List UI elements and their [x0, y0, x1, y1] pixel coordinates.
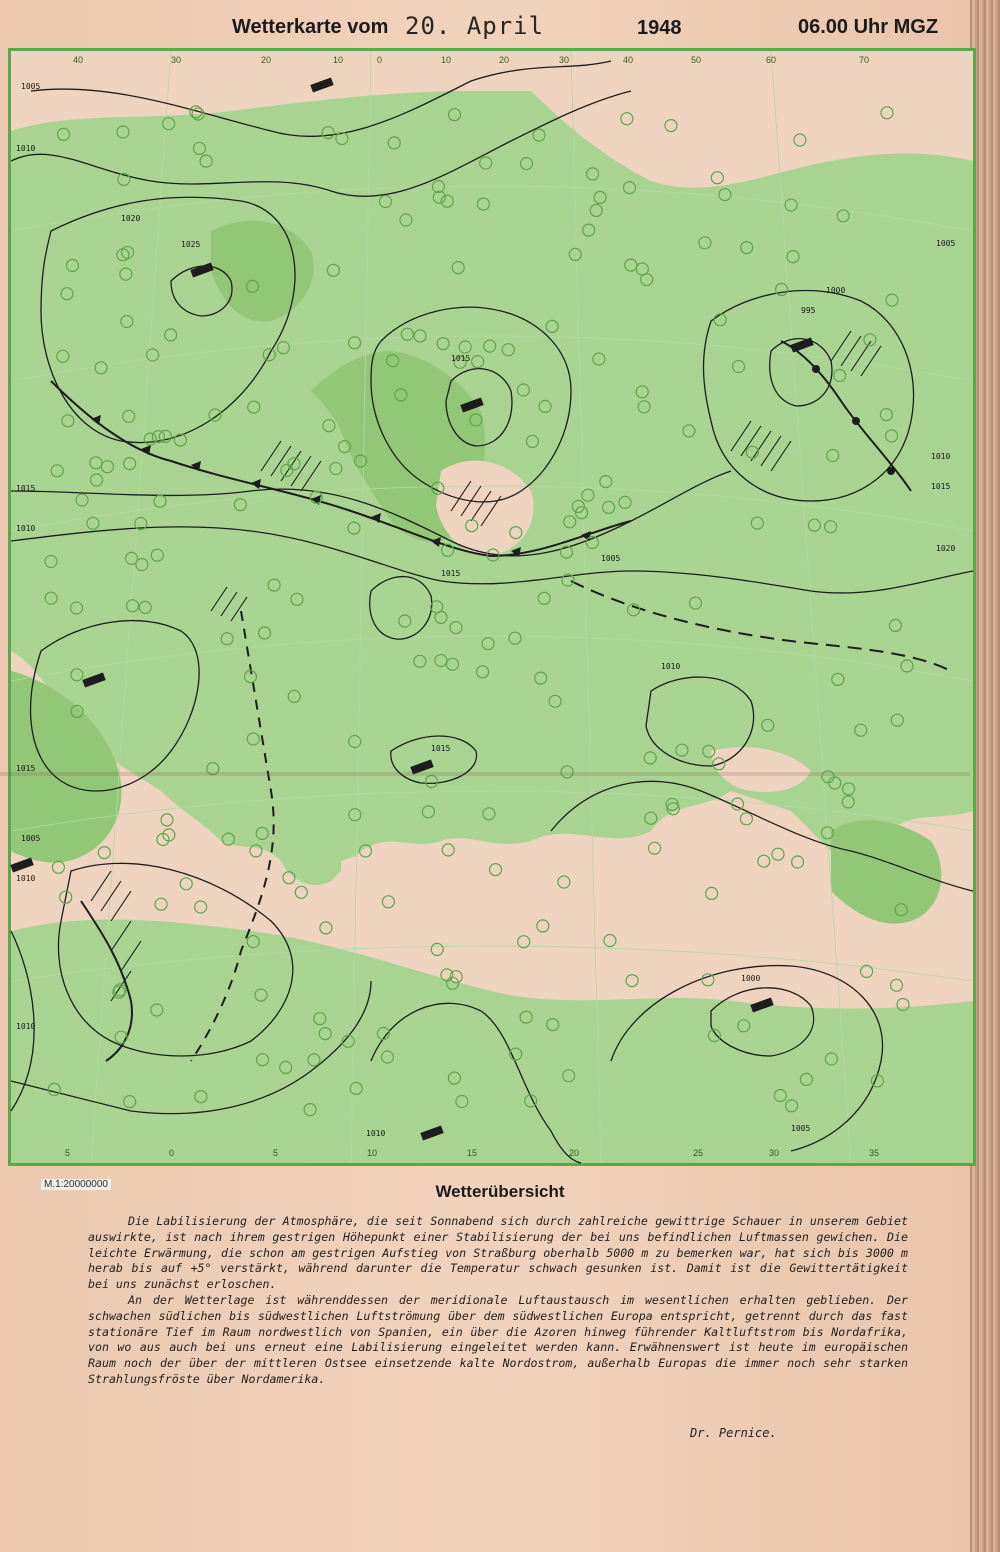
isobar-pressure-label: 1015	[431, 744, 451, 753]
isobar-pressure-label: 1010	[366, 1129, 386, 1138]
weather-station	[621, 113, 633, 125]
front-semicircle	[812, 365, 820, 373]
paper-fold	[0, 772, 970, 776]
weather-station	[702, 974, 714, 986]
top-tick-label: 70	[859, 55, 870, 65]
isobar-pressure-label: 1020	[936, 544, 956, 553]
summary-title: Wetterübersicht	[435, 1182, 565, 1201]
top-tick-label: 50	[691, 55, 702, 65]
weather-station	[295, 886, 307, 898]
weather-station	[711, 172, 723, 184]
weather-map	[8, 48, 976, 1190]
isobar-pressure-label: 1000	[826, 286, 846, 295]
isobar-pressure-label: 1005	[791, 1124, 811, 1133]
isobar-pressure-label: 1020	[121, 214, 141, 223]
top-tick-label: 0	[377, 55, 383, 65]
isobar-pressure-label: 1015	[931, 482, 951, 491]
weather-station	[794, 134, 806, 146]
weather-station	[881, 107, 893, 119]
summary-paragraph-1: Die Labilisierung der Atmosphäre, die seit Sonnabend sich durch zahlreiche gewittrige Schauer in unserem Gebiet auswirkte, ist nach ihrem gestrigen Höhepunkt einer Stabilisierung der bei uns befindlichen Luftmassen gewichen. Die leichte Erwärmung, die schon am gestrigen Aufstieg von Straßburg oberhalb 5000 m zu bemerken war, hat sich bis 3000 m herab bis auf +5° verstärkt, während darunter die Temperatur schwach gesunken ist. Damit ist die Gewittertätigkeit bei uns zunächst erloschen.	[88, 1214, 908, 1292]
isobar-pressure-label: 1005	[21, 834, 41, 843]
summary-paragraph-2: An der Wetterlage ist währenddessen der meridionale Luftaustausch im wesentlichen erhalten geblieben. Der schwachen südlichen bis südwestlichen Luftströmung über dem südwestlichen Europa entspricht, getrennt durch das fast stationäre Tief im Raum nordwestlich von Spanien, ein über die Azoren hinweg führender Kaltluftstrom bis Nordafrika, von wo aus auch bei uns erneut eine Labilisierung eingeleitet werden kann. Erwähnenswert ist heute im europäischen Raum noch der über der mittleren Ostsee einsetzende kalte Nordostrom, außerhalb Europas die immer noch sehr starken Strahlungsfröste über Nordamerika.	[88, 1292, 908, 1386]
weather-station	[442, 844, 454, 856]
top-tick-label: 30	[559, 55, 570, 65]
isobar-pressure-label: 995	[801, 306, 816, 315]
isobar-pressure-label: 1010	[16, 144, 36, 153]
bottom-tick-label: 20	[569, 1148, 580, 1158]
top-tick-label: 20	[499, 55, 510, 65]
weather-station	[740, 813, 752, 825]
isobar-pressure-label: 1010	[661, 662, 681, 671]
weather-station	[161, 814, 173, 826]
front-semicircle	[887, 467, 895, 475]
isobar-pressure-label: 1015	[16, 764, 36, 773]
isobar-pressure-label: 1010	[16, 524, 36, 533]
bottom-tick-label: 5	[273, 1148, 279, 1158]
weather-station	[52, 861, 64, 873]
weather-station	[320, 922, 332, 934]
weather-station	[283, 872, 295, 884]
bottom-tick-label: 5	[65, 1148, 71, 1158]
top-tick-labels	[73, 55, 869, 65]
bottom-tick-label: 15	[467, 1148, 478, 1158]
weather-station	[431, 943, 443, 955]
isobar-pressure-label: 1015	[441, 569, 461, 578]
header-prefix: Wetterkarte vom	[232, 16, 389, 38]
top-tick-label: 10	[441, 55, 452, 65]
header-date: 20. April	[405, 12, 545, 40]
top-tick-label: 40	[623, 55, 634, 65]
map-scale: M.1:20000000	[41, 1179, 111, 1190]
weather-station	[155, 898, 167, 910]
land-north-africa	[11, 919, 973, 1163]
author-signature: Dr. Pernice.	[690, 1426, 777, 1440]
bottom-tick-label: 25	[693, 1148, 704, 1158]
land-asia-minor	[831, 820, 941, 924]
isobar-pressure-label: 1005	[936, 239, 956, 248]
weather-station	[665, 120, 677, 132]
pressure-centre-marker	[310, 77, 333, 92]
weather-station	[649, 842, 661, 854]
weather-station	[772, 848, 784, 860]
isobar-pressure-label: 1010	[16, 874, 36, 883]
front-semicircle	[852, 417, 860, 425]
weather-station	[792, 856, 804, 868]
sea-mediterranean	[341, 850, 791, 935]
bottom-tick-label: 35	[869, 1148, 880, 1158]
weather-map-canvas	[11, 51, 973, 1163]
isobar-pressure-label: 1015	[451, 354, 471, 363]
weather-station	[98, 847, 110, 859]
weather-station	[195, 901, 207, 913]
weather-station	[604, 935, 616, 947]
isobar-pressure-label: 1005	[21, 82, 41, 91]
isobar-pressure-label: 1005	[601, 554, 621, 563]
isobar-pressure-label: 1010	[16, 1022, 36, 1031]
isobar-pressure-label: 1025	[181, 240, 201, 249]
bottom-tick-label: 30	[769, 1148, 780, 1158]
header-year: 1948	[637, 17, 682, 39]
header-time: 06.00 Uhr MGZ	[798, 16, 939, 38]
weather-station	[732, 798, 744, 810]
isobar-pressure-label: 1000	[741, 974, 761, 983]
bottom-tick-label: 0	[169, 1148, 175, 1158]
isobar-pressure-label: 1015	[16, 484, 36, 493]
bottom-tick-label: 10	[367, 1148, 378, 1158]
top-tick-label: 10	[333, 55, 344, 65]
weather-station	[758, 855, 770, 867]
top-tick-label: 20	[261, 55, 272, 65]
weather-station	[180, 878, 192, 890]
top-tick-label: 60	[766, 55, 777, 65]
weather-station	[626, 975, 638, 987]
isobar-pressure-label: 1010	[931, 452, 951, 461]
weather-station	[891, 979, 903, 991]
map-header	[0, 8, 970, 48]
weather-summary	[88, 1214, 908, 1388]
pressure-centre-marker	[10, 857, 33, 872]
land-masses	[11, 91, 973, 1163]
top-tick-label: 40	[73, 55, 84, 65]
top-tick-label: 30	[171, 55, 182, 65]
